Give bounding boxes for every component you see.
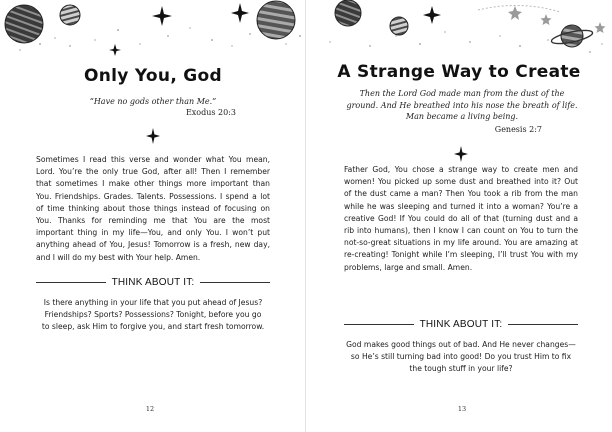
page-number: 12 <box>145 405 155 413</box>
page-title: A Strange Way to Create <box>337 62 581 82</box>
verse-text: “Have no gods other than Me.” <box>89 97 217 106</box>
think-about-it-label: THINK ABOUT IT: <box>419 319 503 330</box>
divider-line <box>508 324 578 325</box>
divider-line <box>200 282 270 283</box>
devotional-body: Sometimes I read this verse and wonder what You mean, Lord. You’re the only true God, after all! Then I remember that sometimes I make other things more important than You. Friendships. Grades. Talents. Possessions. I spend a lot of time thinking about those things instead of focusing on You. Thanks for reminding me that You are the most important thing in my life—You, and only You. I won’t put anything ahead of You, Jesus! Tomorrow is a fresh, new day, and I will do my best with Your help. Amen. <box>36 155 270 262</box>
sparkle-icon <box>146 128 160 144</box>
divider-line <box>344 324 414 325</box>
verse-reference: Exodus 20:3 <box>185 108 236 117</box>
devotional-body: Father God, You chose a strange way to create men and women! You picked up some dust and breathed into it? Out of the dust came a man? Then You took a rib from the man while he was sleeping and turned it into a woman? You’re a creative God! If You could do all of that (turning dust and a rib into humans), then I know I can count on You to turn the not-so-great situations in my life around. You are amazing at re-creating! Tonight while I’m sleeping, I’ll trust You with my problems, large and small. Amen. <box>344 165 578 272</box>
right-page <box>306 0 612 432</box>
page-number: 13 <box>457 405 467 413</box>
reflection-prompt: God makes good things out of bad. And He never changes—so He’s still turning bad into good! Do you trust Him to fix the tough stuff in your life? <box>346 340 576 374</box>
think-about-it-header <box>36 277 270 288</box>
page-title: Only You, God <box>84 66 222 86</box>
divider-line <box>36 282 106 283</box>
think-about-it-label: THINK ABOUT IT: <box>111 277 195 288</box>
think-about-it-header <box>344 319 578 330</box>
verse-reference: Genesis 2:7 <box>494 125 542 134</box>
reflection-prompt: Is there anything in your life that you put ahead of Jesus? Friendships? Sports? Possessions? Tonight, before you go to sleep, ask Him to forgive you, and start fresh tomorrow. <box>41 298 265 332</box>
sparkle-icon <box>454 146 468 162</box>
verse-text: Then the Lord God made man from the dust of the ground. And He breathed into his nose the breath of life. Man became a living being. <box>346 89 578 121</box>
